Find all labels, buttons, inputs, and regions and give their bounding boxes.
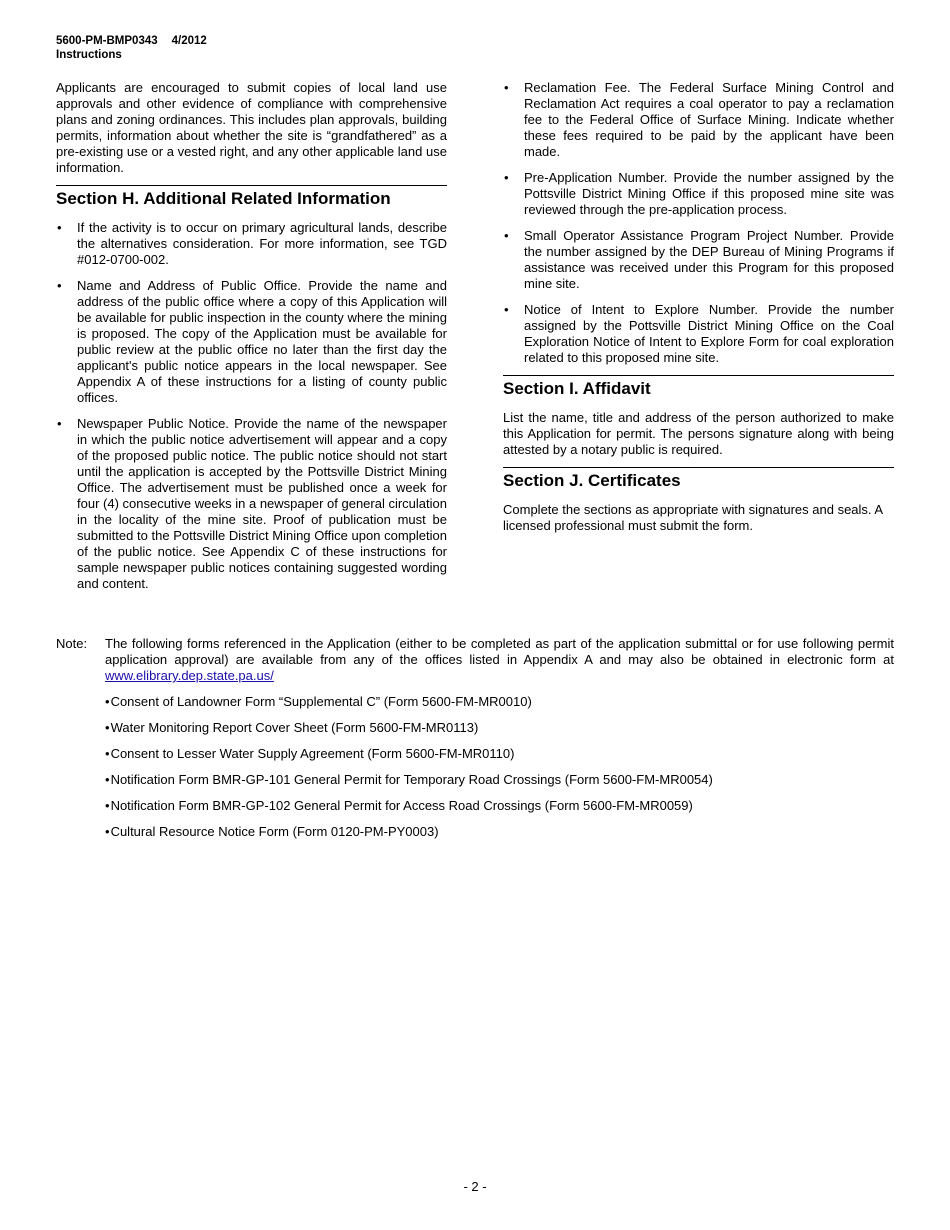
bullet-icon: • [105, 720, 110, 735]
bullet-icon: • [105, 694, 110, 709]
form-date: 4/2012 [171, 35, 207, 47]
list-item: • Pre-Application Number. Provide the number assigned by the Pottsville District Mining Office if this proposed mine site was reviewed through the pre-application process. [503, 170, 894, 218]
list-item [105, 694, 894, 710]
elibrary-link[interactable]: www.elibrary.dep.state.pa.us/ [105, 668, 274, 683]
form-name: Consent of Landowner Form “Supplemental C” (Form 5600-FM-MR0010) [110, 694, 532, 709]
bullet-icon: • [105, 746, 110, 761]
list-item: • Notice of Intent to Explore Number. Provide the number assigned by the Pottsville District Mining Office on the Coal Exploration Notice of Intent to Explore Form for coal exploration related to this proposed mine site. [503, 302, 894, 366]
document-header [56, 34, 207, 62]
forms-list [105, 694, 894, 840]
list-item [105, 772, 894, 788]
section-j-text: Complete the sections as appropriate with signatures and seals. A licensed professional must submit the form. [503, 502, 883, 533]
list-item: • Name and Address of Public Office. Provide the name and address of the public office where a copy of this Application will be available for public inspection in the county where the mining is proposed. The copy of the Application must be available for public review at the public office no later than the first day the applicant's public notice appears in the local newspaper. See Appendix A of these instructions for a listing of county public offices. [56, 278, 447, 406]
section-g-list [503, 80, 894, 366]
section-i-text: List the name, title and address of the person authorized to make this Application for permit. The persons signature along with being attested by a notary public is required. [503, 410, 894, 457]
right-column [503, 80, 894, 534]
form-name: Notification Form BMR-GP-102 General Permit for Access Road Crossings (Form 5600-FM-MR0059) [110, 798, 693, 813]
bullet-icon: • [105, 798, 110, 813]
section-j-heading: Section J. Certificates [503, 467, 894, 492]
forms-note [56, 636, 894, 840]
section-h-heading: Section H. Additional Related Information [56, 185, 447, 210]
left-column [56, 80, 447, 592]
note-label: Note: [56, 636, 88, 651]
bullet-icon: • [105, 824, 110, 839]
bullet-icon: • [105, 772, 110, 787]
form-name: Water Monitoring Report Cover Sheet (Form 5600-FM-MR0113) [110, 720, 479, 735]
note-body-text: The following forms referenced in the Application (either to be completed as part of the application submittal or for use following permit application approval) are available from any of the offices listed in Appendix A and may also be obtained in electronic form at [105, 636, 894, 667]
page-number: - 2 - [463, 1179, 487, 1194]
intro-paragraph: Applicants are encouraged to submit copies of local land use approvals and other evidence of compliance with comprehensive plans and zoning ordinances. This includes plan approvals, building permits, information about whether the site is “grandfathered” as a pre-existing use or a vested right, and any other applicable land use information. [56, 80, 447, 175]
form-name: Notification Form BMR-GP-101 General Permit for Temporary Road Crossings (Form 5600-FM-MR0054) [110, 772, 713, 787]
list-item [105, 824, 894, 840]
list-item [105, 798, 894, 814]
list-item: • Small Operator Assistance Program Project Number. Provide the number assigned by the DEP Bureau of Mining Programs if assistance was received under this Program for this proposed mine site. [503, 228, 894, 292]
list-item: • Newspaper Public Notice. Provide the name of the newspaper in which the public notice advertisement will appear and a copy of the proposed public notice. The public notice should not start until the application is accepted by the Pottsville District Mining Office. The advertisement must be published once a week for four (4) consecutive weeks in a newspaper of general circulation in the locality of the mine site. Proof of publication must be submitted to the Pottsville District Mining Office upon completion of the public notice. See Appendix C of these instructions for sample newspaper public notices containing suggested wording and content. [56, 416, 447, 592]
note-text [105, 636, 894, 684]
list-item: • If the activity is to occur on primary agricultural lands, describe the alternatives consideration. For more information, see TGD #012-0700-002. [56, 220, 447, 268]
list-item [105, 720, 894, 736]
form-name: Consent to Lesser Water Supply Agreement (Form 5600-FM-MR0110) [110, 746, 515, 761]
section-i-heading: Section I. Affidavit [503, 375, 894, 400]
list-item: • Reclamation Fee. The Federal Surface Mining Control and Reclamation Act requires a coal operator to pay a reclamation fee to the Federal Office of Surface Mining. Indicate whether these fees required to be paid by the applicant have been made. [503, 80, 894, 160]
form-name: Cultural Resource Notice Form (Form 0120-PM-PY0003) [110, 824, 439, 839]
header-subtitle: Instructions [56, 49, 122, 61]
form-code: 5600-PM-BMP0343 [56, 35, 158, 47]
list-item [105, 746, 894, 762]
section-h-list [56, 220, 447, 592]
